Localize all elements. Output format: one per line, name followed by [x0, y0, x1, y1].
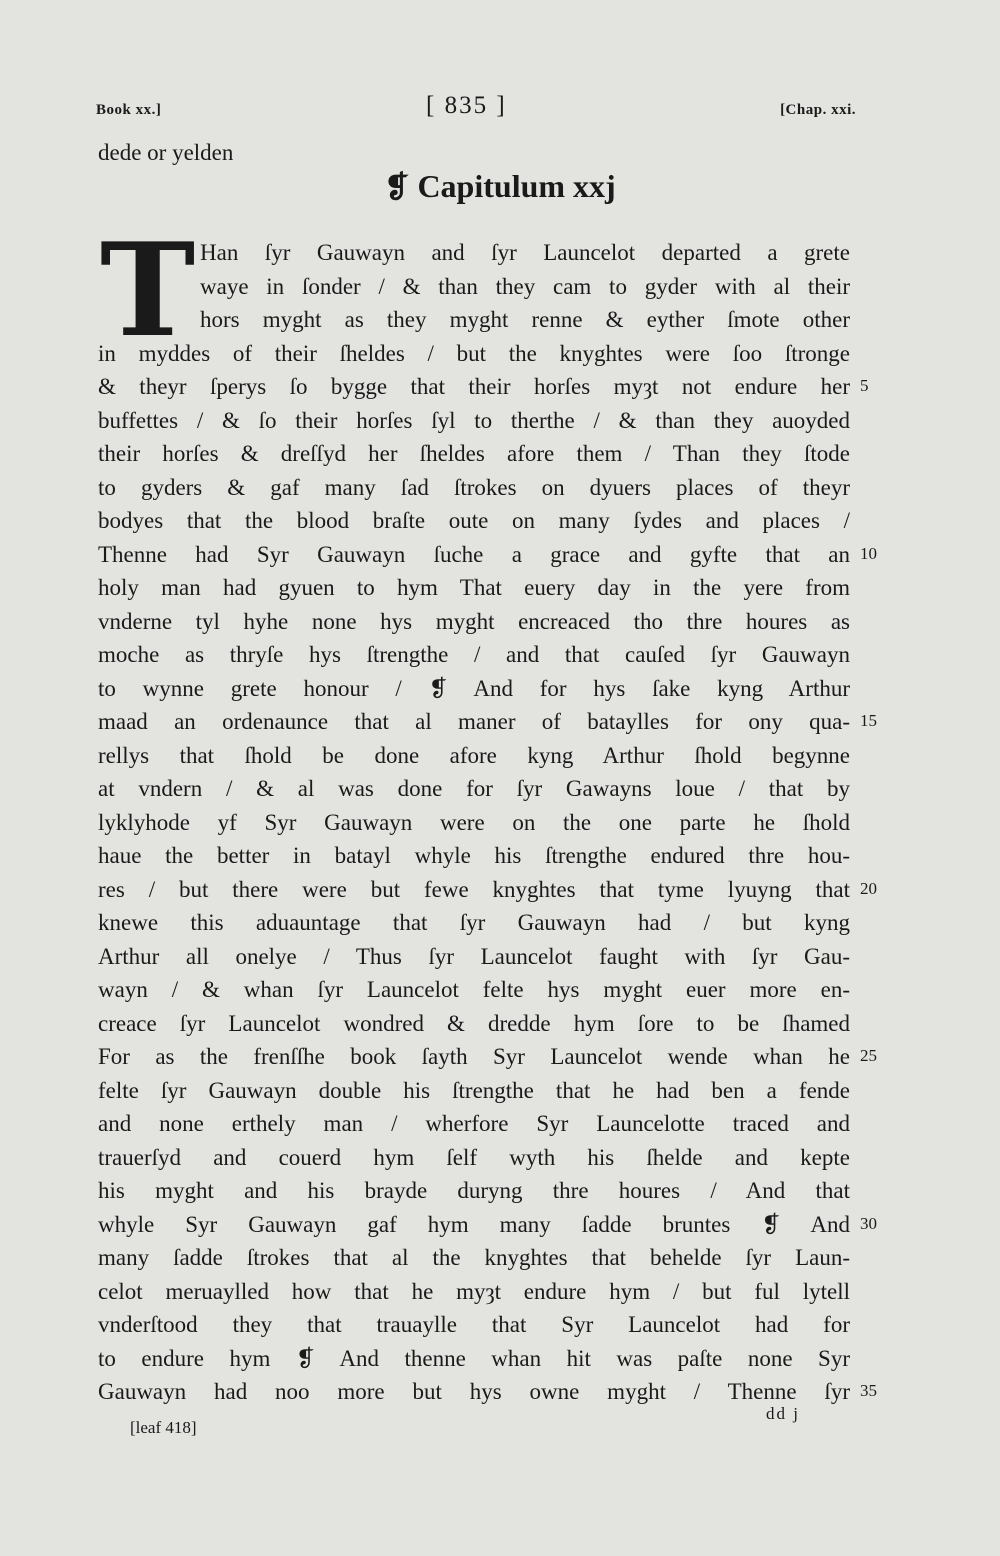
text-line: celot meruaylled how that he myȝt endure hym / but ful lytell [98, 1278, 850, 1304]
text-line: Gauwayn had noo more but hys owne myght / Thenne ſyr [98, 1379, 850, 1404]
text-line: For as the frenſſhe book ſayth Syr Launcelot wende whan he [98, 1044, 850, 1069]
text-line: trauerſyd and couerd hym ſelf wyth his ſhelde and kepte [98, 1144, 850, 1170]
text-line: rellys that ſhold be done afore kyng Arthur ſhold begynne [98, 742, 850, 768]
line-number: 20 [860, 878, 877, 898]
text-line: vnderſtood they that trauaylle that Syr Launcelot had for [98, 1312, 850, 1337]
chapter-number: [Chap. xxi. [780, 102, 856, 118]
text-line: in myddes of their ſheldes / but the knyghtes were ſoo ſtronge [98, 340, 850, 366]
text-line: whyle Syr Gauwayn gaf hym many ſadde bruntes ❡ And [98, 1211, 850, 1237]
body-text [98, 216, 877, 1409]
text-line: haue the better in batayl whyle his ſtrengthe endured thre hou- [98, 843, 850, 868]
text-line: vnderne tyl hyhe none hys myght encreaced tho thre houres as [98, 608, 850, 634]
text-line: buffettes / & ſo their horſes ſyl to therthe / & than they auoyded [98, 407, 850, 433]
text-line: and none erthely man / wherfore Syr Launcelotte traced and [98, 1111, 850, 1136]
text-line: to gyders & gaf many ſad ſtrokes on dyuers places of theyr [98, 474, 850, 500]
text-line: & theyr ſperys ſo bygge that their horſes myȝt not endure her [98, 374, 850, 399]
text-line: waye in ſonder / & than they cam to gyder with al their [200, 273, 850, 299]
line-number: 25 [860, 1046, 877, 1065]
text-line: to wynne grete honour / ❡ And for hys ſake kyng Arthur [98, 675, 850, 701]
page-number: [ 835 ] [426, 92, 507, 119]
text-line: their horſes & dreſſyd her ſheldes afore them / Than they ſtode [98, 441, 850, 466]
text-line: creace ſyr Launcelot wondred & dredde hym ſore to be ſhamed [98, 1010, 850, 1036]
text-line: his myght and his brayde duryng thre houres / And that [98, 1178, 850, 1203]
drop-cap: T [100, 216, 196, 366]
text-line: to endure hym ❡ And thenne whan hit was paſte none Syr [98, 1345, 850, 1371]
book-number: Book xx.] [96, 102, 162, 118]
line-number: 5 [860, 376, 869, 395]
signature-mark: dd j [766, 1404, 800, 1423]
chapter-title-text: Capitulum xxj [417, 168, 616, 204]
line-number: 30 [860, 1213, 877, 1233]
line-number: 35 [860, 1381, 877, 1400]
text-line: bodyes that the blood braſte oute on many ſydes and places / [98, 508, 850, 533]
text-line: at vndern / & al was done for ſyr Gawayns loue / that by [98, 776, 850, 801]
text-line: wayn / & whan ſyr Launcelot felte hys myght euer more en- [98, 977, 850, 1002]
line-number: 10 [860, 543, 877, 563]
text-line: Han ſyr Gauwayn and ſyr Launcelot departed a grete [200, 240, 850, 265]
running-header [96, 92, 856, 132]
side-note: dede or yelden [98, 140, 234, 165]
pilcrow-icon: ❡ [384, 171, 410, 204]
text-line: holy man had gyuen to hym That euery day in the yere from [98, 575, 850, 600]
text-line: maad an ordenaunce that al maner of bataylles for ony qua- [98, 709, 850, 734]
text-line: many ſadde ſtrokes that al the knyghtes that behelde ſyr Laun- [98, 1245, 850, 1270]
text-line: Thenne had Syr Gauwayn ſuche a grace and gyfte that an [98, 541, 850, 567]
text-line: Arthur all onelye / Thus ſyr Launcelot faught with ſyr Gau- [98, 943, 850, 969]
text-line: hors myght as they myght renne & eyther ſmote other [200, 307, 850, 332]
line-number: 15 [860, 711, 877, 730]
leaf-reference: [leaf 418] [130, 1418, 197, 1437]
text-line: lyklyhode yf Syr Gauwayn were on the one parte he ſhold [98, 809, 850, 835]
chapter-title [0, 168, 1000, 205]
text-line: moche as thryſe hys ſtrengthe / and that cauſed ſyr Gauwayn [98, 642, 850, 667]
text-line: felte ſyr Gauwayn double his ſtrengthe that he had ben a fende [98, 1077, 850, 1103]
text-line: res / but there were but fewe knyghtes that tyme lyuyng that [98, 876, 850, 902]
text-line: knewe this aduauntage that ſyr Gauwayn had / but kyng [98, 910, 850, 935]
